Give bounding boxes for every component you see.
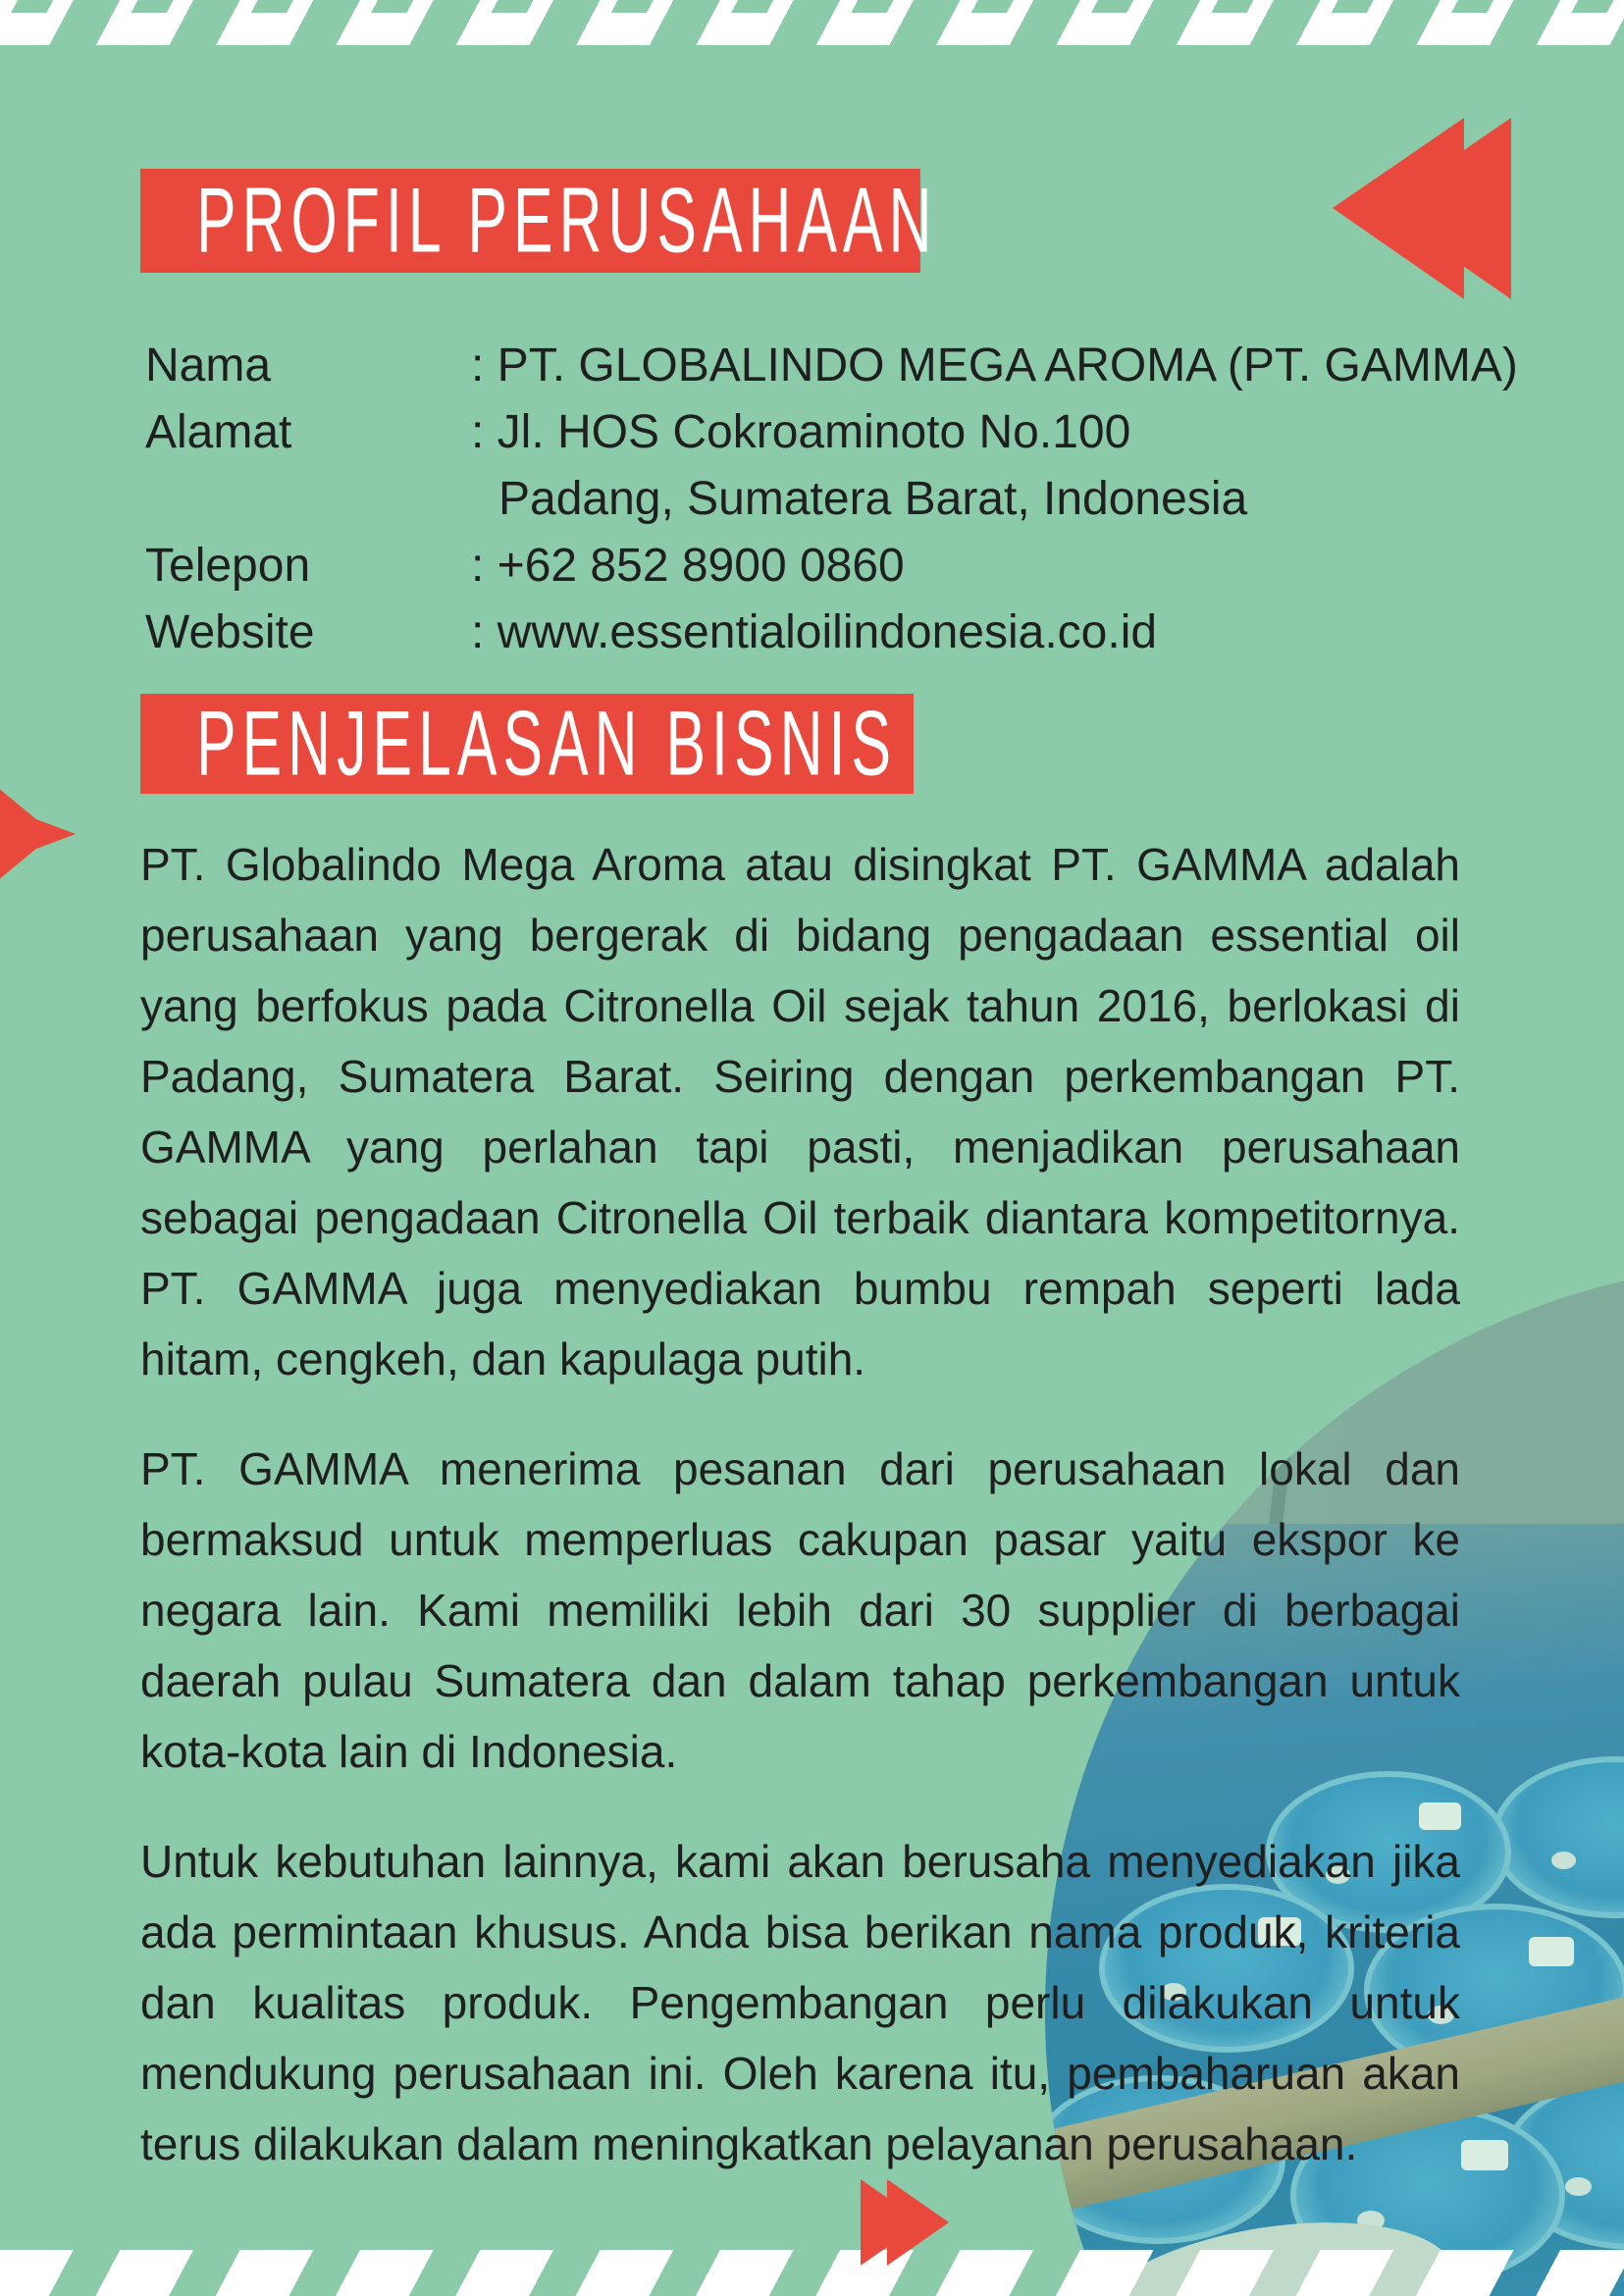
profile-row-nama (145, 332, 1539, 398)
double-arrow-right-bottom-icon (844, 2168, 971, 2286)
barrel-cap (1529, 1937, 1574, 1966)
profile-label: Alamat (145, 405, 292, 458)
profile-value: : www.essentialoilindonesia.co.id (471, 605, 1158, 658)
profile-row-alamat-line2 (145, 465, 1539, 532)
company-profile-table (145, 332, 1539, 665)
profile-value: : PT. GLOBALINDO MEGA AROMA (PT. GAMMA) (471, 339, 1518, 391)
business-paragraph-1: PT. Globalindo Mega Aroma atau disingkat PT. GAMMA adalah perusahaan yang bergerak di bidang pengadaan essential oil yang berfokus pada Citronella Oil sejak tahun 2016, berlokasi di Padang, Sumatera Barat. Seiring dengan perkembangan PT. GAMMA yang perlahan tapi pasti, menjadikan perusahaan sebagai pengadaan Citronella Oil terbaik diantara kompetitornya. PT. GAMMA juga menyediakan bumbu rempah seperti lada hitam, cengkeh, dan kapulaga putih. (140, 839, 1460, 1384)
double-arrow-right-icon (0, 744, 118, 940)
double-arrow-left-icon (1325, 110, 1521, 306)
profile-value: Padang, Sumatera Barat, Indonesia (498, 472, 1248, 525)
profile-label: Nama (145, 339, 272, 391)
top-stripe-border-row2 (0, 0, 1624, 13)
business-description (140, 829, 1460, 2179)
bottom-stripe-border (0, 2250, 1624, 2296)
profil-title: PROFIL PERUSAHAAN (196, 169, 938, 272)
profile-value: : +62 852 8900 0860 (471, 539, 905, 592)
profile-value: : Jl. HOS Cokroaminoto No.100 (471, 405, 1131, 458)
profile-label: Website (145, 605, 315, 658)
barrel-bung (1565, 2177, 1592, 2196)
profile-label: Telepon (145, 539, 311, 592)
business-paragraph-2: PT. GAMMA menerima pesanan dari perusahaan lokal dan bermaksud untuk memperluas cakupan pasar yaitu ekspor ke negara lain. Kami memiliki lebih dari 30 supplier di berbagai daerah pulau Sumatera dan dalam tahap perkembangan untuk kota-kota lain di Indonesia. (140, 1443, 1460, 1777)
business-paragraph-3: Untuk kebutuhan lainnya, kami akan berusaha menyediakan jika ada permintaan khusus. Anda bisa berikan nama produk, kriteria dan kualitas produk. Pengembangan perlu dilakukan untuk mendukung perusahaan ini. Oleh karena itu, pembaharuan akan terus dilakukan dalam meningkatkan pelayanan perusahaan. (140, 1836, 1460, 2169)
profile-row-telepon (145, 532, 1539, 599)
profile-row-alamat (145, 398, 1539, 465)
bisnis-title: PENJELASAN BISNIS (196, 692, 898, 795)
barrel-bung (1551, 1852, 1576, 1869)
barrel-cap (1461, 2140, 1508, 2170)
profile-row-website (145, 599, 1539, 665)
profil-banner (140, 169, 938, 273)
bisnis-banner (140, 694, 914, 794)
